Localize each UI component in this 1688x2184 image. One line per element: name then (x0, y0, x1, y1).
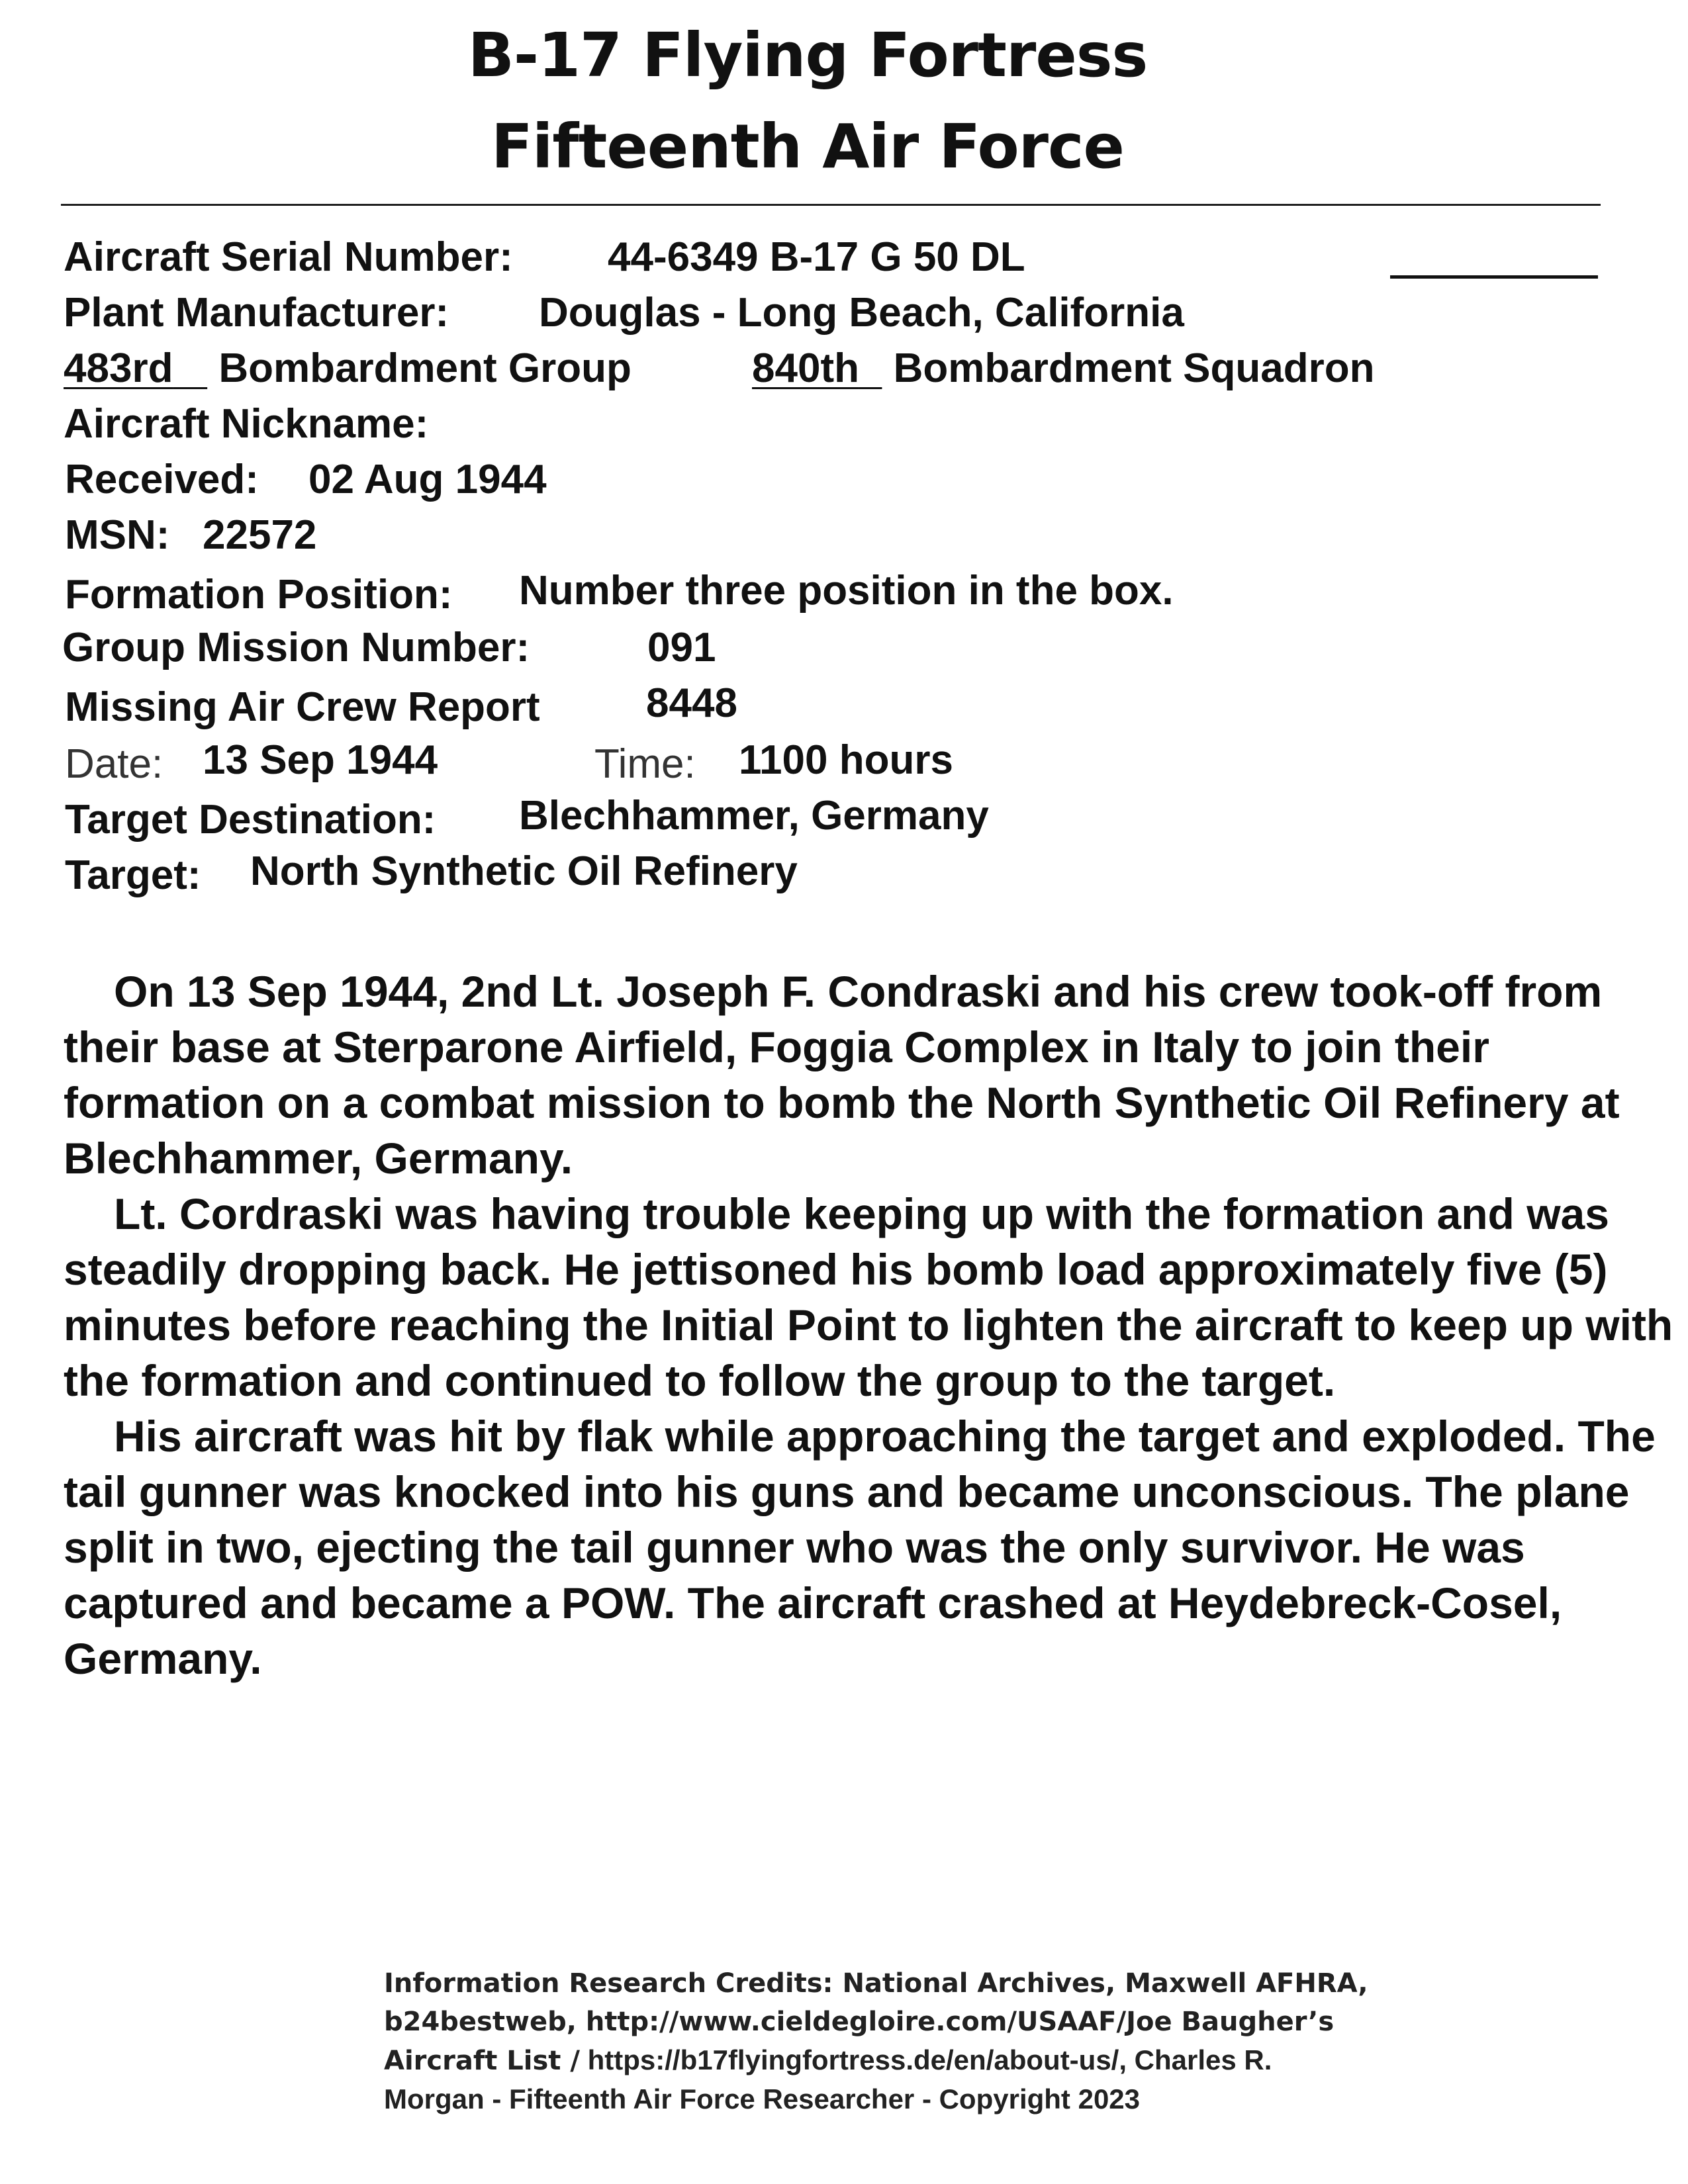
credits-line (384, 2041, 1377, 2080)
macr-label: Missing Air Crew Report (65, 684, 540, 730)
credits-line: Information Research Credits: National Archives, Maxwell AFHRA, (384, 1968, 1368, 1999)
squadron-number-pad (859, 345, 882, 391)
target-label: Target: (65, 852, 201, 898)
date-value: 13 Sep 1944 (203, 737, 438, 783)
macr-value: 8448 (646, 680, 737, 726)
msn-value: 22572 (203, 512, 317, 558)
mission-value: 091 (647, 625, 716, 670)
research-credits (384, 1964, 1377, 2118)
time-value: 1100 hours (739, 737, 953, 783)
date-label: Date: (65, 741, 164, 787)
received-value: 02 Aug 1944 (308, 457, 547, 502)
msn-label: MSN: (65, 512, 170, 558)
group-label: Bombardment Group (218, 345, 632, 391)
squadron-number: 840th (752, 345, 859, 391)
destination-value: Blechhammer, Germany (519, 793, 989, 839)
narrative-paragraph: Lt. Cordraski was having trouble keeping up with the formation and was steadily dropping back. He jettisoned his bomb load approximately five (5) minutes before reaching the Initial Point to lighten the aircraft to keep up with the formation and continued to follow the group to the target. (64, 1189, 1673, 1405)
group-line (64, 345, 632, 391)
header-divider (61, 204, 1601, 206)
serial-label: Aircraft Serial Number: (64, 234, 513, 280)
nickname-label: Aircraft Nickname: (64, 401, 429, 447)
narrative-paragraph: On 13 Sep 1944, 2nd Lt. Joseph F. Condraski and his crew took-off from their base at Sterparone Airfield, Foggia Complex in Italy to join their formation on a combat mission to bomb the North Synthetic Oil Refinery at Blechhammer, Germany. (64, 967, 1620, 1183)
formation-label: Formation Position: (65, 572, 453, 617)
squadron-line (752, 345, 1375, 391)
group-number-pad (173, 345, 207, 391)
manufacturer-value: Douglas - Long Beach, California (539, 290, 1184, 336)
received-label: Received: (65, 457, 259, 502)
destination-label: Target Destination: (65, 797, 436, 842)
formation-value: Number three position in the box. (519, 568, 1174, 614)
credits-line: Morgan - Fifteenth Air Force Researcher - Copyright 2023 (384, 2083, 1141, 2115)
page-title-line1: B-17 Flying Fortress (467, 20, 1148, 91)
narrative (64, 964, 1679, 1686)
credits-line: b24bestweb, http://www.cieldegloire.com/USAAF/Joe Baugher’s (384, 2007, 1335, 2037)
serial-value: 44-6349 B-17 G 50 DL (608, 234, 1025, 280)
page-title-line2: Fifteenth Air Force (491, 111, 1124, 182)
squadron-label: Bombardment Squadron (893, 345, 1375, 391)
group-number: 483rd (64, 345, 173, 391)
manufacturer-label: Plant Manufacturer: (64, 290, 449, 336)
credits-line-part: https://b17flyingfortress.de/en/about-us/, Charles R. (587, 2044, 1272, 2075)
blank-line (1390, 275, 1598, 279)
time-label: Time: (594, 741, 696, 787)
mission-label: Group Mission Number: (62, 625, 530, 670)
narrative-paragraph: His aircraft was hit by flak while approaching the target and exploded. The tail gunner was knocked into his guns and became unconscious. The plane split in two, ejecting the tail gunner who was the only survivor. He was captured and became a POW. The aircraft crashed at Heydebreck-Cosel, Germany. (64, 1412, 1656, 1683)
credits-line-part: Aircraft List / (384, 2046, 580, 2076)
target-value: North Synthetic Oil Refinery (250, 848, 798, 894)
